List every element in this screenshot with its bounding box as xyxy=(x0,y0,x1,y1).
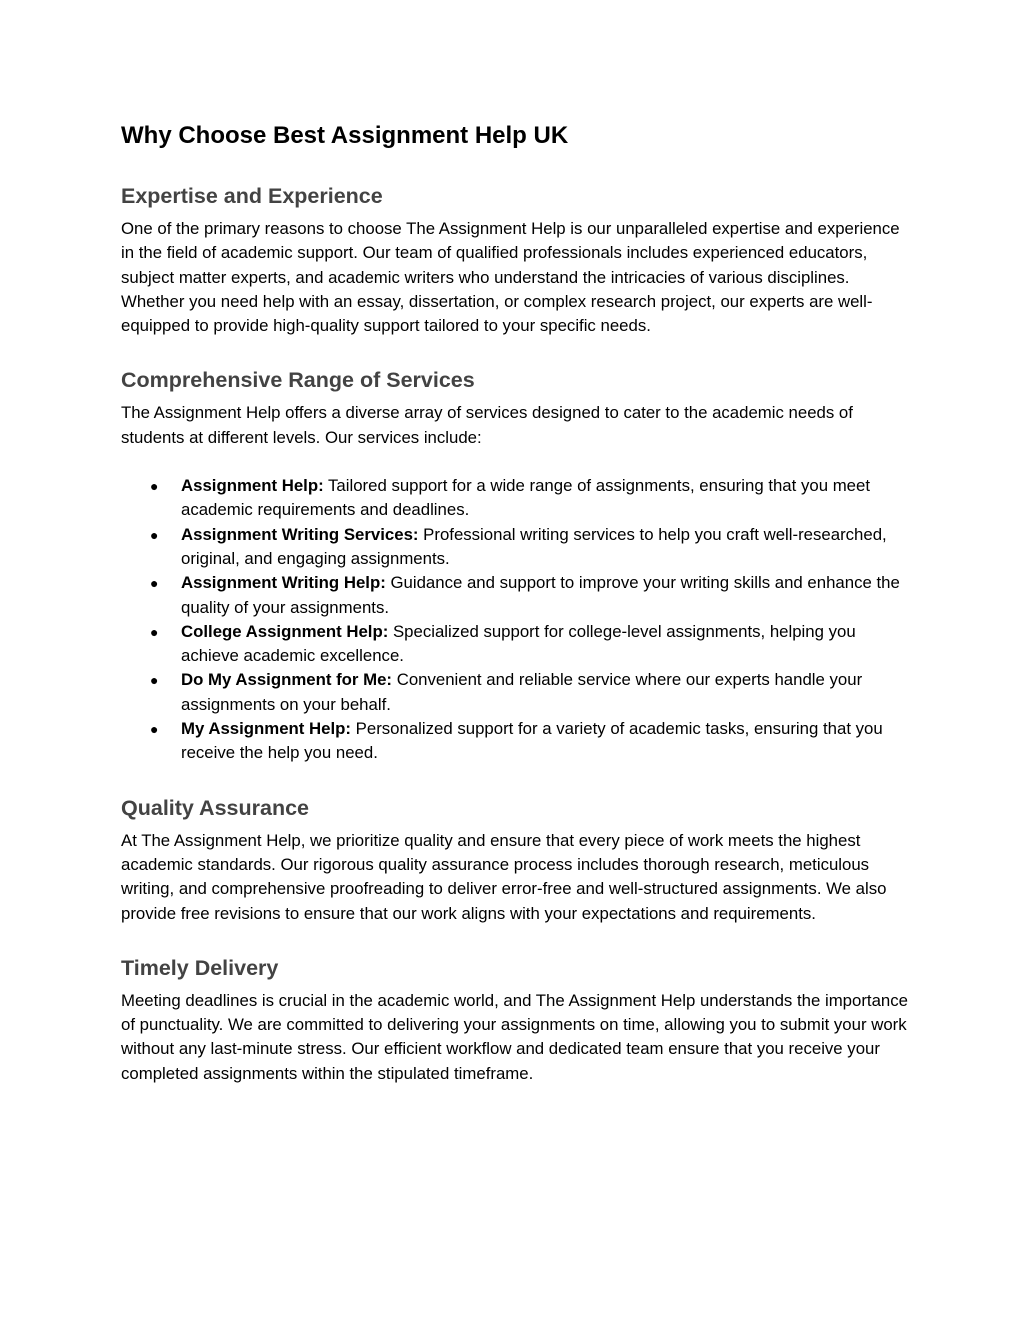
list-item-text: Guidance and support to improve your writing skills and enhance the quality of your assignments. xyxy=(181,573,900,617)
section-heading: Timely Delivery xyxy=(121,955,279,980)
list-item-text: Personalized support for a variety of academic tasks, ensuring that you receive the help you need. xyxy=(181,719,883,763)
section-expertise xyxy=(121,182,911,338)
list-item-text: Tailored support for a wide range of assignments, ensuring that you meet academic requirements and deadlines. xyxy=(181,476,870,520)
list-item xyxy=(121,523,911,572)
bullet-icon: ● xyxy=(150,721,159,738)
list-item xyxy=(121,571,911,620)
list-item xyxy=(121,668,911,717)
section-delivery xyxy=(121,954,911,1086)
list-item xyxy=(121,717,911,766)
list-item-text: Convenient and reliable service where our experts handle your assignments on your behalf. xyxy=(181,670,863,714)
services-list xyxy=(121,474,911,766)
section-services xyxy=(121,366,911,765)
list-item-term: Assignment Writing Help: xyxy=(181,573,386,593)
section-paragraph: At The Assignment Help, we prioritize quality and ensure that every piece of work meets the highest academic standards. Our rigorous quality assurance process includes thorough research, meticulous writing, and comprehensive proofreading to deliver error-free and well-structured assignments. We also provide free revisions to ensure that our work aligns with your expectations and requirements. xyxy=(121,830,887,923)
document-page xyxy=(121,118,911,1086)
list-item-term: Assignment Writing Services: xyxy=(181,524,419,544)
section-paragraph: Meeting deadlines is crucial in the academic world, and The Assignment Help understands the importance of punctuality. We are committed to delivering your assignments on time, allowing you to submit your work without any last-minute stress. Our efficient workflow and dedicated team ensure that you receive your completed assignments within the stipulated timeframe. xyxy=(121,990,908,1083)
section-heading: Comprehensive Range of Services xyxy=(121,368,475,393)
section-quality xyxy=(121,794,911,926)
list-item xyxy=(121,474,911,523)
bullet-icon: ● xyxy=(150,526,159,543)
section-heading: Expertise and Experience xyxy=(121,184,383,208)
list-item-text: Professional writing services to help you craft well-researched, original, and engaging assignments. xyxy=(181,524,887,568)
section-paragraph: The Assignment Help offers a diverse array of services designed to cater to the academic needs of students at different levels. Our services include: xyxy=(121,403,853,447)
section-heading: Quality Assurance xyxy=(121,795,309,820)
bullet-icon: ● xyxy=(150,478,159,495)
list-item-text: Specialized support for college-level assignments, helping you achieve academic excellence. xyxy=(181,621,856,666)
bullet-icon: ● xyxy=(150,575,159,592)
bullet-icon: ● xyxy=(150,623,159,640)
list-item-term: College Assignment Help: xyxy=(181,621,389,641)
list-item-term: Do My Assignment for Me: xyxy=(181,670,393,690)
page-title: Why Choose Best Assignment Help UK xyxy=(121,122,569,149)
list-item-term: My Assignment Help: xyxy=(181,719,352,739)
section-paragraph: One of the primary reasons to choose The Assignment Help is our unparalleled expertise and experience in the field of academic support. Our team of qualified professionals includes experienced educators, subject matter experts, and academic writers who understand the intricacies of various disciplines. Whether you need help with an essay, dissertation, or complex research project, our experts are well-equipped to provide high-quality support tailored to your specific needs. xyxy=(121,219,900,336)
list-item-term: Assignment Help: xyxy=(181,476,324,496)
bullet-icon: ● xyxy=(150,672,159,689)
list-item xyxy=(121,620,911,669)
